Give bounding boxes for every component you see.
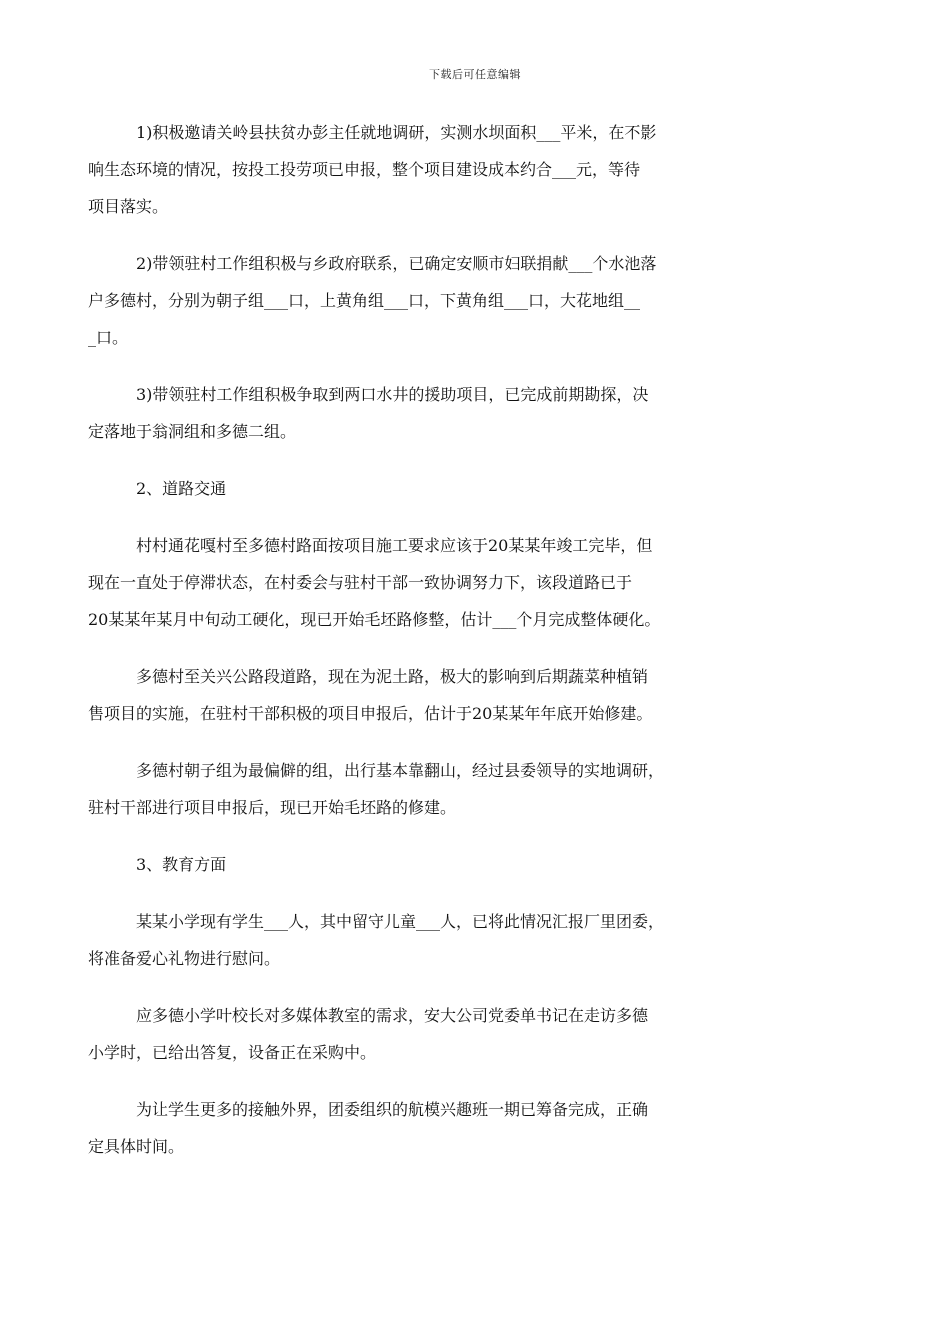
paragraph-line: 售项目的实施，在驻村干部积极的项目申报后，估计于20某某年年底开始修建。 — [88, 704, 653, 723]
paragraph-line: 1)积极邀请关岭县扶贫办彭主任就地调研，实测水坝面积___平米，在不影 — [136, 123, 657, 142]
paragraph-line: 现在一直处于停滞状态，在村委会与驻村干部一致协调努力下，该段道路已于 — [88, 573, 633, 592]
paragraph-school-students — [88, 909, 868, 983]
paragraph-line: 20某某年某月中旬动工硬化，现已开始毛坯路修整，估计___个月完成整体硬化。 — [88, 610, 661, 629]
paragraph-water-dam — [88, 120, 868, 231]
paragraph-water-wells — [88, 382, 868, 456]
page-header: 下载后可任意编辑 — [429, 68, 521, 81]
paragraph-line: 定落地于翁洞组和多德二组。 — [88, 422, 297, 441]
document-body — [88, 120, 868, 1191]
paragraph-water-tanks — [88, 251, 868, 362]
section-heading-education — [88, 852, 868, 889]
paragraph-model-class — [88, 1097, 868, 1171]
paragraph-line: 驻村干部进行项目申报后，现已开始毛坯路的修建。 — [88, 798, 457, 817]
paragraph-line: 项目落实。 — [88, 197, 169, 216]
paragraph-line: 3)带领驻村工作组积极争取到两口水井的援助项目，已完成前期勘探，决 — [136, 385, 649, 404]
paragraph-line: 定具体时间。 — [88, 1137, 185, 1156]
section-heading: 2、道路交通 — [136, 479, 227, 498]
section-heading-roads — [88, 476, 868, 513]
section-heading: 3、教育方面 — [136, 855, 227, 874]
paragraph-road-huaga — [88, 533, 868, 644]
paragraph-line: 为让学生更多的接触外界，团委组织的航模兴趣班一期已筹备完成，正确 — [136, 1100, 649, 1119]
paragraph-line: _口。 — [88, 328, 129, 347]
paragraph-line: 多德村朝子组为最偏僻的组，出行基本靠翻山，经过县委领导的实地调研， — [136, 761, 665, 780]
paragraph-line: 小学时，已给出答复，设备正在采购中。 — [88, 1043, 377, 1062]
paragraph-line: 村村通花嘎村至多德村路面按项目施工要求应该于20某某年竣工完毕，但 — [136, 536, 653, 555]
paragraph-line: 户多德村，分别为朝子组___口，上黄角组___口，下黄角组___口，大花地组__ — [88, 291, 641, 310]
paragraph-line: 2)带领驻村工作组积极与乡政府联系，已确定安顺市妇联捐献___个水池落 — [136, 254, 657, 273]
paragraph-line: 响生态环境的情况，按投工投劳项已申报，整个项目建设成本约合___元，等待 — [88, 160, 641, 179]
paragraph-road-chaozi — [88, 758, 868, 832]
paragraph-line: 某某小学现有学生___人，其中留守儿童___人，已将此情况汇报厂里团委， — [136, 912, 665, 931]
paragraph-road-guanxing — [88, 664, 868, 738]
paragraph-line: 应多德小学叶校长对多媒体教室的需求，安大公司党委单书记在走访多德 — [136, 1006, 649, 1025]
paragraph-line: 将准备爱心礼物进行慰问。 — [88, 949, 281, 968]
paragraph-line: 多德村至关兴公路段道路，现在为泥土路，极大的影响到后期蔬菜种植销 — [136, 667, 649, 686]
paragraph-multimedia-classroom — [88, 1003, 868, 1077]
